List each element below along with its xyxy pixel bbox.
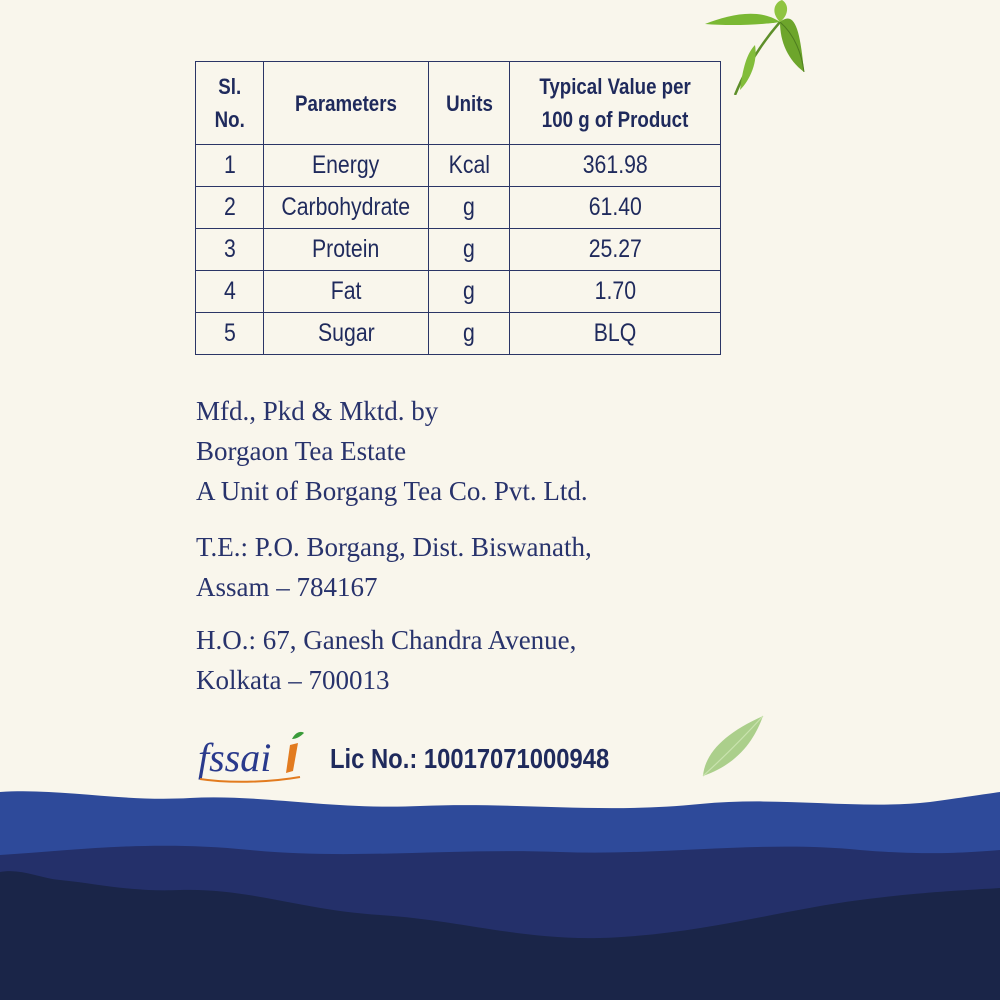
head-office-address: [196, 620, 576, 700]
table-row: [196, 187, 721, 229]
tea-estate-address: [196, 527, 592, 607]
cell-unit: g: [429, 229, 510, 271]
cell-value: 361.98: [510, 145, 721, 187]
nutrition-table: [195, 61, 721, 355]
cell-parameter: Carbohydrate: [264, 187, 429, 229]
address-line: Assam – 784167: [196, 572, 378, 602]
fssai-logo: [196, 727, 306, 787]
license-number: Lic No.: 10017071000948: [330, 743, 610, 774]
cell-sl: 4: [196, 271, 264, 313]
manufacturer-block: [196, 391, 588, 511]
address-line: Kolkata – 700013: [196, 665, 390, 695]
manufacturer-line: Mfd., Pkd & Mktd. by: [196, 396, 439, 426]
table-row: [196, 313, 721, 355]
cell-unit: g: [429, 313, 510, 355]
table-header-row: [196, 62, 721, 145]
cell-parameter: Fat: [264, 271, 429, 313]
cell-value: BLQ: [510, 313, 721, 355]
cell-unit: Kcal: [429, 145, 510, 187]
cell-unit: g: [429, 271, 510, 313]
cell-sl: 3: [196, 229, 264, 271]
cell-parameter: Sugar: [264, 313, 429, 355]
cell-value: 25.27: [510, 229, 721, 271]
header-typical-value: Typical Value per 100 g of Product: [510, 62, 721, 145]
header-sl-no: Sl. No.: [196, 62, 264, 145]
cell-sl: 1: [196, 145, 264, 187]
table-row: [196, 271, 721, 313]
cell-value: 61.40: [510, 187, 721, 229]
header-parameters: Parameters: [264, 62, 429, 145]
cell-sl: 2: [196, 187, 264, 229]
address-line: H.O.: 67, Ganesh Chandra Avenue,: [196, 625, 577, 655]
header-units: Units: [429, 62, 510, 145]
cell-parameter: Energy: [264, 145, 429, 187]
manufacturer-line: A Unit of Borgang Tea Co. Pvt. Ltd.: [196, 476, 588, 506]
table-row: [196, 145, 721, 187]
table-row: [196, 229, 721, 271]
cell-value: 1.70: [510, 271, 721, 313]
fssai-logo-text: fssai: [198, 735, 272, 780]
cell-parameter: Protein: [264, 229, 429, 271]
cell-sl: 5: [196, 313, 264, 355]
tea-leaf-icon: [695, 708, 770, 783]
address-line: T.E.: P.O. Borgang, Dist. Biswanath,: [196, 532, 592, 562]
manufacturer-line: Borgaon Tea Estate: [196, 436, 407, 466]
hills-background: [0, 780, 1000, 1000]
cell-unit: g: [429, 187, 510, 229]
